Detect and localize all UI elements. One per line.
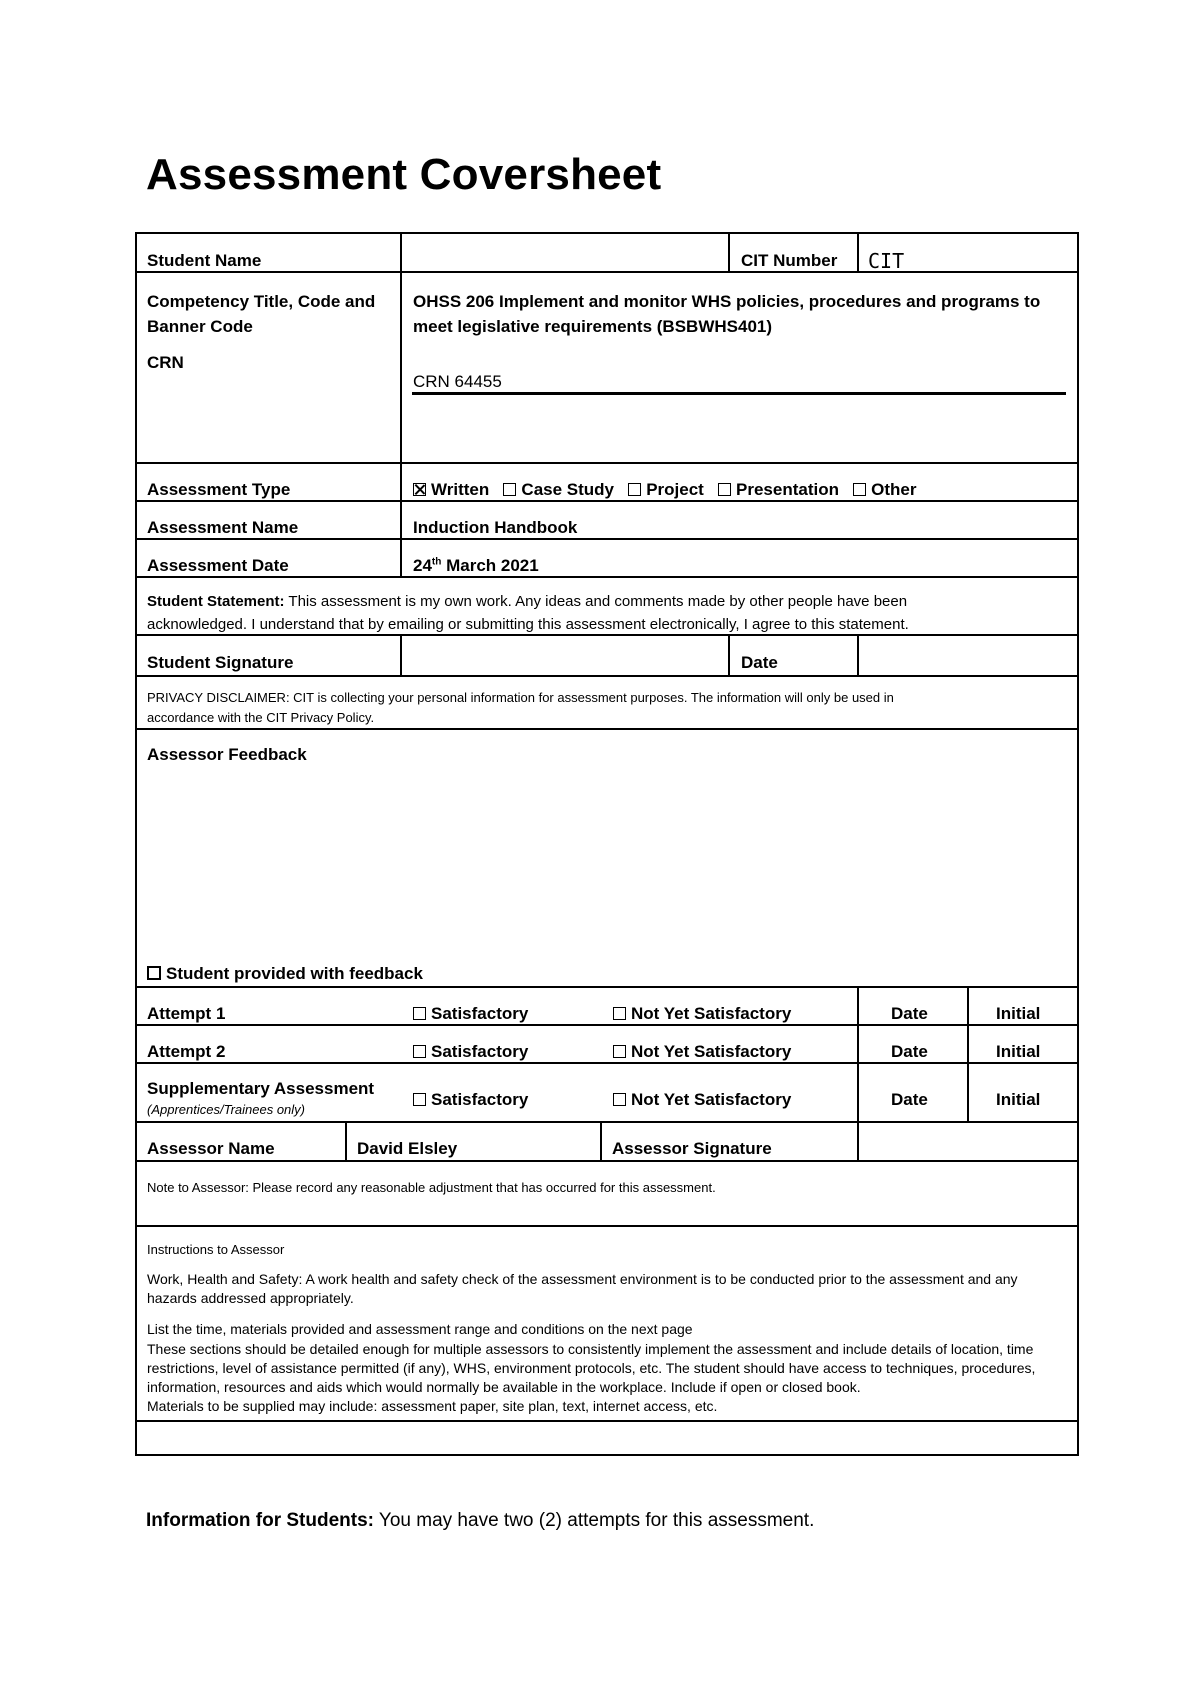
student-name-label: Student Name: [147, 251, 262, 270]
checkbox-icon: [503, 483, 516, 496]
student-signature-label: Student Signature: [147, 653, 294, 672]
student-statement-line1: Student Statement: This assessment is my own work. Any ideas and comments made by other people have been: [147, 593, 908, 610]
checkbox-icon: [853, 483, 866, 496]
privacy-disclaimer-line1: PRIVACY DISCLAIMER: CIT is collecting your personal information for assessment purposes. The information will only be used in: [147, 690, 894, 705]
attempt1-initial: Initial: [996, 1004, 1041, 1023]
supplementary-sublabel: (Apprentices/Trainees only): [147, 1102, 305, 1117]
feedback-checkbox[interactable]: Student provided with feedback: [147, 964, 423, 984]
banner-code-label: Banner Code: [147, 317, 253, 336]
option-other[interactable]: Other: [853, 480, 916, 499]
checkbox-icon: [413, 1093, 426, 1106]
list-heading: List the time, materials provided and assessment range and conditions on the next page: [147, 1321, 693, 1337]
assessment-date-value: 24th March 2021: [413, 556, 539, 575]
student-signature-date-label: Date: [741, 653, 778, 672]
checkbox-icon: [613, 1007, 626, 1020]
checked-box-icon: [413, 483, 426, 496]
instructions-heading: Instructions to Assessor: [147, 1242, 285, 1257]
attempt1-not-yet-satisfactory[interactable]: Not Yet Satisfactory: [613, 1004, 791, 1024]
cit-number-label: CIT Number: [741, 251, 838, 270]
attempt2-not-yet-satisfactory[interactable]: Not Yet Satisfactory: [613, 1042, 791, 1062]
assessor-feedback-area[interactable]: [147, 775, 1067, 955]
assessment-date-label: Assessment Date: [147, 556, 289, 575]
attempt2-date: Date: [891, 1042, 928, 1061]
assessment-type-label: Assessment Type: [147, 480, 291, 499]
checkbox-icon: [628, 483, 641, 496]
privacy-disclaimer-line2: accordance with the CIT Privacy Policy.: [147, 710, 375, 725]
student-statement-line2: acknowledged. I understand that by emailing or submitting this assessment electronically, I agree to this statement.: [147, 616, 909, 633]
option-case-study[interactable]: Case Study: [503, 480, 614, 499]
supplementary-not-yet-satisfactory[interactable]: Not Yet Satisfactory: [613, 1090, 791, 1110]
student-signature-date-field[interactable]: [868, 653, 1068, 671]
assessment-name-value: Induction Handbook: [413, 518, 578, 537]
supplementary-satisfactory[interactable]: Satisfactory: [413, 1090, 528, 1110]
assessor-signature-field[interactable]: [868, 1139, 1068, 1157]
assessor-name-value: David Elsley: [357, 1139, 458, 1158]
assessor-signature-label: Assessor Signature: [612, 1139, 772, 1158]
attempt2-initial: Initial: [996, 1042, 1041, 1061]
competency-label: Competency Title, Code and: [147, 292, 376, 311]
attempt1-date: Date: [891, 1004, 928, 1023]
competency-title-line1: OHSS 206 Implement and monitor WHS policies, procedures and programs to: [413, 292, 1041, 311]
checkbox-icon: [718, 483, 731, 496]
attempt1-satisfactory[interactable]: Satisfactory: [413, 1004, 528, 1024]
supplementary-date: Date: [891, 1090, 928, 1109]
supplementary-label: Supplementary Assessment: [147, 1079, 375, 1098]
checkbox-icon: [147, 966, 161, 980]
student-signature-field[interactable]: [412, 653, 722, 671]
checkbox-icon: [613, 1093, 626, 1106]
blank-row: [147, 1428, 1067, 1448]
option-written[interactable]: Written: [413, 480, 489, 499]
page-title: Assessment Coversheet: [146, 150, 662, 199]
assessment-type-options: [413, 480, 917, 500]
note-to-assessor: Note to Assessor: Please record any reasonable adjustment that has occurred for this assessment.: [147, 1180, 716, 1195]
assessment-name-label: Assessment Name: [147, 518, 299, 537]
competency-title-line2: meet legislative requirements (BSBWHS401): [413, 317, 773, 336]
option-project[interactable]: Project: [628, 480, 704, 499]
attempt1-label: Attempt 1: [147, 1004, 226, 1023]
info-for-students: Information for Students: You may have two (2) attempts for this assessment.: [146, 1510, 815, 1531]
cit-number-field[interactable]: CIT: [868, 249, 905, 273]
student-name-field[interactable]: [412, 251, 722, 269]
assessor-feedback-label: Assessor Feedback: [147, 745, 307, 764]
crn-value: CRN 64455: [413, 372, 502, 391]
option-presentation[interactable]: Presentation: [718, 480, 839, 499]
checkbox-icon: [413, 1007, 426, 1020]
supplementary-initial: Initial: [996, 1090, 1041, 1109]
instructions-detail: These sections should be detailed enough for multiple assessors to consistently implement the assessment and include details of location, time restrictions, level of assistance permitted (if any), WHS, environment protocols, etc. The student should have access to techniques, procedures, information, resources and aids which would normally be available in the workplace. Include if open or closed book.: [147, 1341, 1036, 1395]
attempt2-label: Attempt 2: [147, 1042, 226, 1061]
assessor-name-label: Assessor Name: [147, 1139, 275, 1158]
materials-text: Materials to be supplied may include: assessment paper, site plan, text, internet access, etc.: [147, 1398, 718, 1414]
checkbox-icon: [613, 1045, 626, 1058]
crn-label: CRN: [147, 353, 184, 372]
whs-instruction: Work, Health and Safety: A work health and safety check of the assessment environment is to be conducted prior to the assessment and any hazards addressed appropriately.: [147, 1271, 1018, 1306]
checkbox-icon: [413, 1045, 426, 1058]
attempt2-satisfactory[interactable]: Satisfactory: [413, 1042, 528, 1062]
